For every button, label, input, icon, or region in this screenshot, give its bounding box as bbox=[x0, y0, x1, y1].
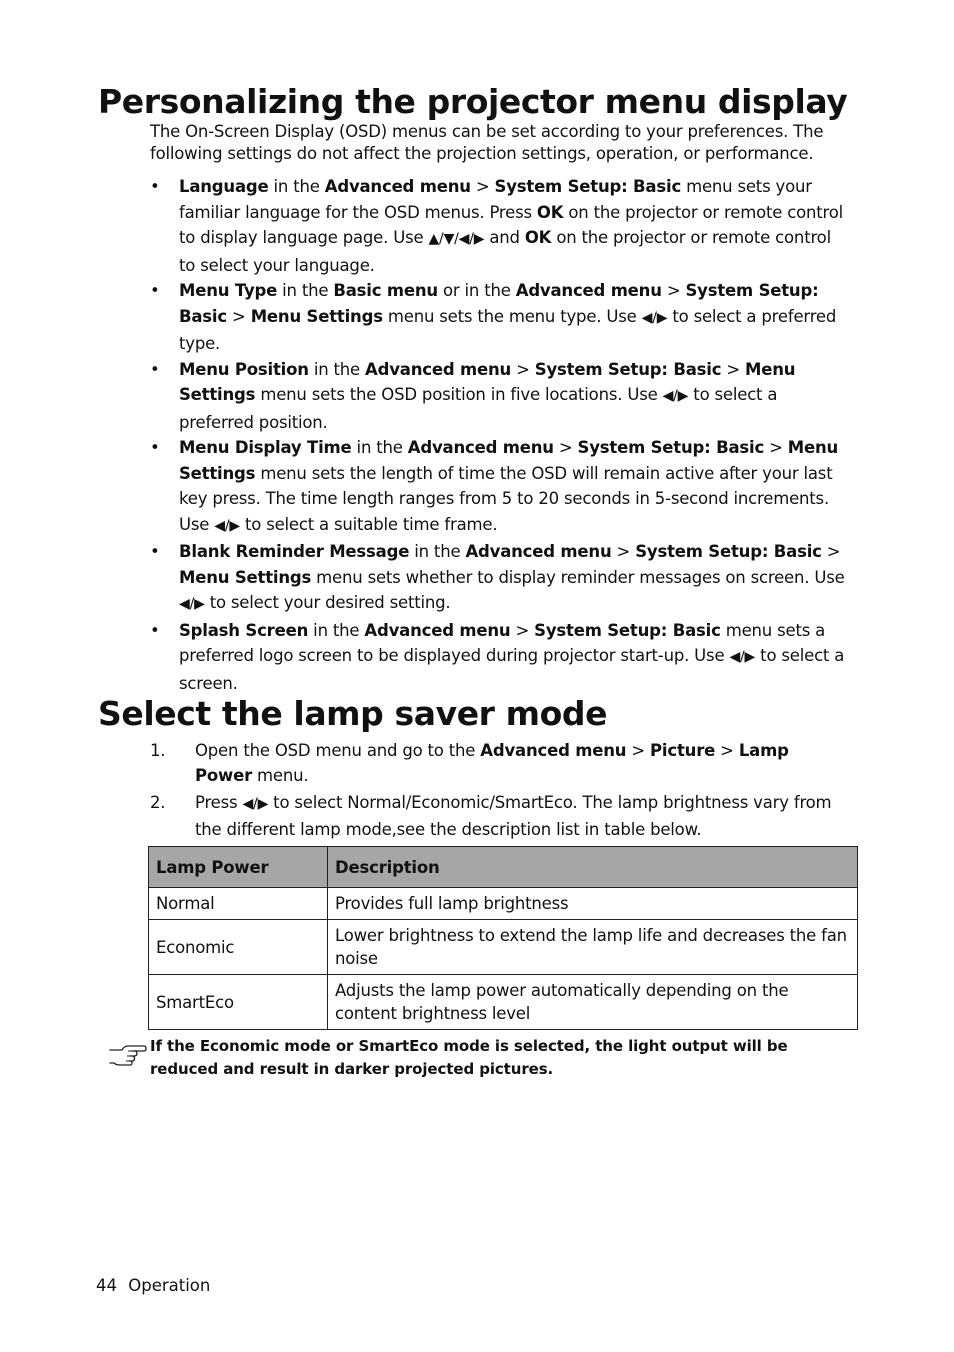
list-item bbox=[150, 278, 850, 357]
bold-term: Menu Settings bbox=[179, 438, 839, 483]
bold-term: Menu Type bbox=[179, 281, 278, 300]
bullet-dot: • bbox=[150, 620, 160, 640]
bold-term: Basic menu bbox=[333, 281, 438, 300]
bold-term: Menu Display Time bbox=[179, 438, 352, 457]
text-run: to select a screen. bbox=[179, 646, 845, 693]
cell-description: Adjusts the lamp power automatically depending on the content brightness level bbox=[328, 975, 858, 1030]
bold-term: OK bbox=[536, 202, 564, 222]
text-run: menu sets the menu type. Use bbox=[382, 306, 642, 326]
bold-term: Menu Settings bbox=[179, 359, 796, 404]
table-row bbox=[149, 888, 858, 920]
bold-term: Splash Screen bbox=[179, 620, 309, 640]
bold-term: Menu Settings bbox=[179, 567, 312, 587]
text-run: > bbox=[661, 281, 686, 300]
text-run: menu sets the OSD position in five locations. Use bbox=[255, 385, 663, 404]
text-run: menu. bbox=[252, 766, 309, 785]
text-run: menu sets your familiar language for the OSD menus. Press bbox=[179, 177, 812, 222]
bold-term: System Setup: Basic bbox=[494, 177, 682, 196]
text-run: to select Normal/Economic/SmartEco. The lamp brightness vary from the different lamp mode,see the description list in table below. bbox=[195, 793, 832, 839]
step-item bbox=[150, 738, 850, 788]
text-run: > bbox=[226, 306, 251, 326]
cell-mode: Economic bbox=[149, 920, 328, 975]
bold-term: OK bbox=[524, 228, 552, 247]
text-run: > bbox=[821, 542, 841, 561]
cell-description: Lower brightness to extend the lamp life and decreases the fan noise bbox=[328, 920, 858, 975]
text-run: on the projector or remote control to select your language. bbox=[179, 228, 831, 275]
page-footer bbox=[96, 1275, 210, 1297]
text-run: > bbox=[626, 741, 651, 760]
text-run: > bbox=[764, 438, 788, 457]
page-number: 44 bbox=[96, 1276, 117, 1295]
list-item bbox=[150, 435, 850, 539]
lamp-power-table bbox=[148, 846, 858, 1030]
text-run: on the projector or remote control to display language page. Use bbox=[179, 202, 844, 247]
list-item bbox=[150, 174, 850, 278]
bullet-dot: • bbox=[150, 281, 160, 300]
cell-description: Provides full lamp brightness bbox=[328, 888, 858, 920]
text-run: > bbox=[553, 438, 578, 457]
text-run: > bbox=[511, 359, 535, 379]
text-run: to select your desired setting. bbox=[204, 593, 451, 612]
table-row bbox=[149, 920, 858, 975]
bold-term: Menu Settings bbox=[250, 306, 383, 326]
table-header-row bbox=[149, 847, 858, 888]
bold-term: Advanced menu bbox=[515, 281, 662, 300]
cell-mode: Normal bbox=[149, 888, 328, 920]
table-row bbox=[149, 975, 858, 1030]
header-description: Description bbox=[328, 847, 858, 888]
bullet-dot: • bbox=[150, 542, 160, 561]
text-run: to select a preferred position. bbox=[179, 385, 778, 432]
arrow-keys-icon: ◀/▶ bbox=[179, 596, 205, 612]
bold-term: Advanced menu bbox=[465, 542, 612, 561]
text-run: to select a suitable time frame. bbox=[239, 514, 498, 534]
step-number: 1. bbox=[150, 741, 166, 760]
text-run: to select a preferred type. bbox=[179, 306, 837, 353]
text-run: in the bbox=[351, 438, 408, 457]
bold-term: Menu Position bbox=[179, 359, 309, 379]
text-run: Open the OSD menu and go to the bbox=[195, 741, 481, 760]
text-run: Press bbox=[195, 793, 243, 812]
settings-bullet-list bbox=[150, 174, 850, 696]
text-run: in the bbox=[308, 359, 366, 379]
intro-paragraph: The On-Screen Display (OSD) menus can be set according to your preferences. The following settings do not affect the projection settings, operation, or performance. bbox=[150, 122, 824, 163]
text-run: > bbox=[715, 741, 739, 760]
bullet-dot: • bbox=[150, 438, 160, 457]
note-text: If the Economic mode or SmartEco mode is selected, the light output will be reduced and result in darker projected pictures. bbox=[150, 1037, 788, 1078]
pointing-hand-icon bbox=[108, 1042, 148, 1066]
list-item bbox=[150, 357, 850, 436]
arrow-keys-icon: ◀/▶ bbox=[662, 388, 689, 404]
arrow-keys-icon: ◀/▶ bbox=[641, 309, 668, 326]
arrow-keys-icon: ◀/▶ bbox=[729, 649, 756, 665]
arrow-keys-icon: ▲/▼/◀/▶ bbox=[428, 231, 485, 247]
text-run: menu sets the length of time the OSD will remain active after your last key press. The time length ranges from 5 to 20 seconds in 5-second increments. Use bbox=[179, 463, 833, 534]
step-number: 2. bbox=[150, 793, 166, 812]
section-title-personalizing: Personalizing the projector menu display bbox=[98, 82, 848, 121]
text-run: > bbox=[721, 359, 746, 379]
cell-mode: SmartEco bbox=[149, 975, 328, 1030]
bold-term: Advanced menu bbox=[365, 359, 512, 379]
text-run: in the bbox=[277, 281, 334, 300]
bold-term: Advanced menu bbox=[480, 741, 627, 760]
arrow-keys-icon: ◀/▶ bbox=[242, 796, 269, 812]
bold-term: Lamp Power bbox=[195, 741, 789, 785]
list-item bbox=[150, 618, 850, 697]
section-title-lamp-saver: Select the lamp saver mode bbox=[98, 694, 608, 733]
text-run: > bbox=[470, 177, 495, 196]
bold-term: Advanced menu bbox=[407, 438, 554, 457]
footer-section: Operation bbox=[128, 1276, 211, 1295]
text-run: in the bbox=[409, 542, 466, 561]
arrow-keys-icon: ◀/▶ bbox=[214, 517, 240, 534]
text-run: in the bbox=[268, 177, 325, 196]
text-run: menu sets a preferred logo screen to be displayed during projector start-up. Use bbox=[179, 620, 826, 665]
text-run: in the bbox=[308, 620, 365, 640]
bold-term: System Setup: Basic bbox=[534, 620, 721, 640]
text-run: menu sets whether to display reminder messages on screen. Use bbox=[311, 567, 845, 587]
bullet-dot: • bbox=[150, 177, 160, 196]
lamp-steps-list bbox=[150, 738, 850, 844]
bold-term: Advanced menu bbox=[324, 177, 471, 196]
text-run: > bbox=[611, 542, 636, 561]
text-run: > bbox=[510, 620, 535, 640]
bold-term: System Setup: Basic bbox=[179, 281, 819, 326]
bold-term: System Setup: Basic bbox=[534, 359, 722, 379]
list-item bbox=[150, 539, 850, 618]
step-item bbox=[150, 790, 850, 842]
bold-term: Picture bbox=[650, 741, 716, 760]
header-lamp-power: Lamp Power bbox=[149, 847, 328, 888]
text-run: or in the bbox=[437, 281, 516, 300]
bold-term: System Setup: Basic bbox=[635, 542, 822, 561]
bold-term: System Setup: Basic bbox=[577, 438, 765, 457]
text-run: and bbox=[484, 228, 525, 247]
bold-term: Language bbox=[179, 177, 269, 196]
bold-term: Advanced menu bbox=[364, 620, 511, 640]
bullet-dot: • bbox=[150, 359, 160, 379]
bold-term: Blank Reminder Message bbox=[179, 542, 410, 561]
